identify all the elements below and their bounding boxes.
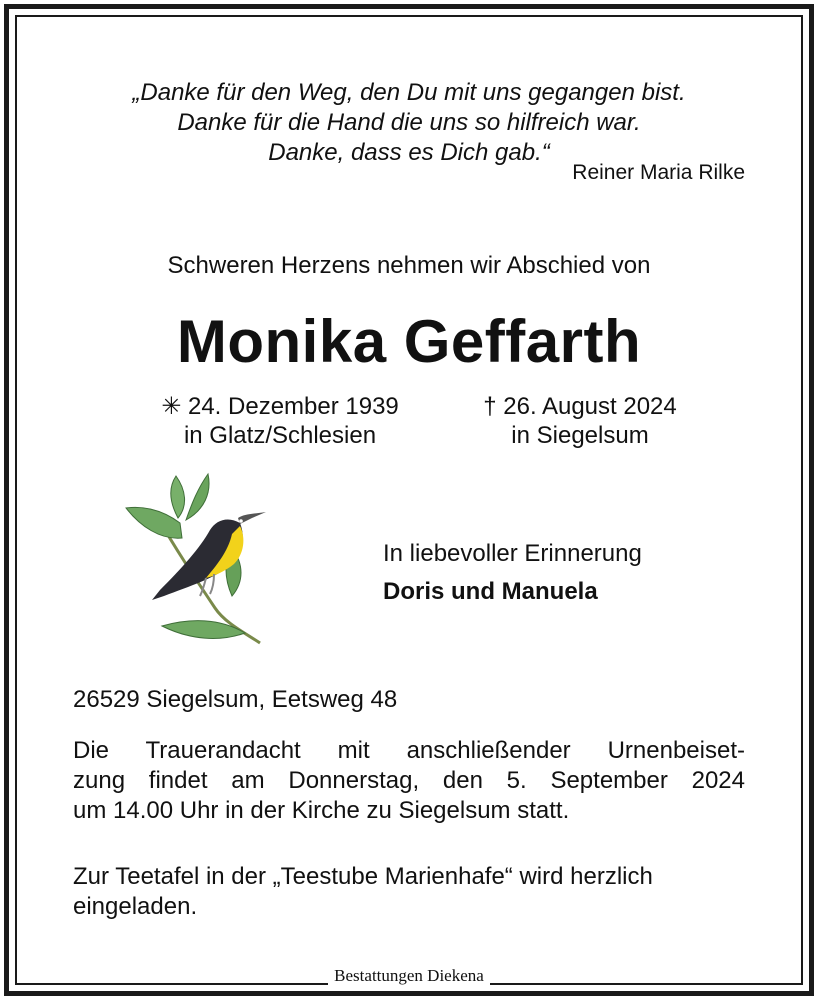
deceased-name: Monika Geffarth [176, 308, 642, 375]
poem-quote [0, 78, 818, 168]
death-info [440, 392, 720, 450]
address: 26529 Siegelsum, Eetsweg 48 [73, 686, 398, 713]
tea-line: Zur Teetafel in der „Teestube Marienhafe“ wird herzlich [73, 863, 653, 890]
death-place: in Siegelsum [511, 422, 649, 449]
funeral-home-name: Bestattungen Diekena [328, 966, 490, 985]
tea-paragraph [73, 862, 745, 922]
service-line: Die Trauerandacht mit anschließender Urnenbeiset- [73, 737, 745, 764]
birth-place: in Glatz/Schlesien [183, 422, 377, 449]
quote-line: Danke für die Hand die uns so hilfreich war. [177, 109, 641, 136]
memory-block [383, 535, 642, 611]
funeral-home-footer [0, 966, 818, 986]
memory-line: In liebevoller Erinnerung [383, 540, 642, 567]
tea-line: eingeladen. [73, 893, 198, 920]
bird-on-branch-illustration [120, 468, 280, 648]
birth-info [110, 392, 450, 450]
mourner-names: Doris und Manuela [383, 578, 598, 605]
service-paragraph [73, 736, 745, 826]
intro-text: Schweren Herzens nehmen wir Abschied von [167, 252, 651, 279]
quote-author: Reiner Maria Rilke [572, 161, 745, 184]
service-line: um 14.00 Uhr in der Kirche zu Siegelsum statt. [73, 797, 570, 824]
death-date: † 26. August 2024 [483, 393, 677, 420]
quote-line: „Danke für den Weg, den Du mit uns gegangen bist. [132, 79, 686, 106]
service-line: zung findet am Donnerstag, den 5. September 2024 [73, 767, 745, 794]
quote-line: Danke, dass es Dich gab.“ [268, 139, 550, 166]
birth-date: ✳ 24. Dezember 1939 [161, 393, 399, 420]
